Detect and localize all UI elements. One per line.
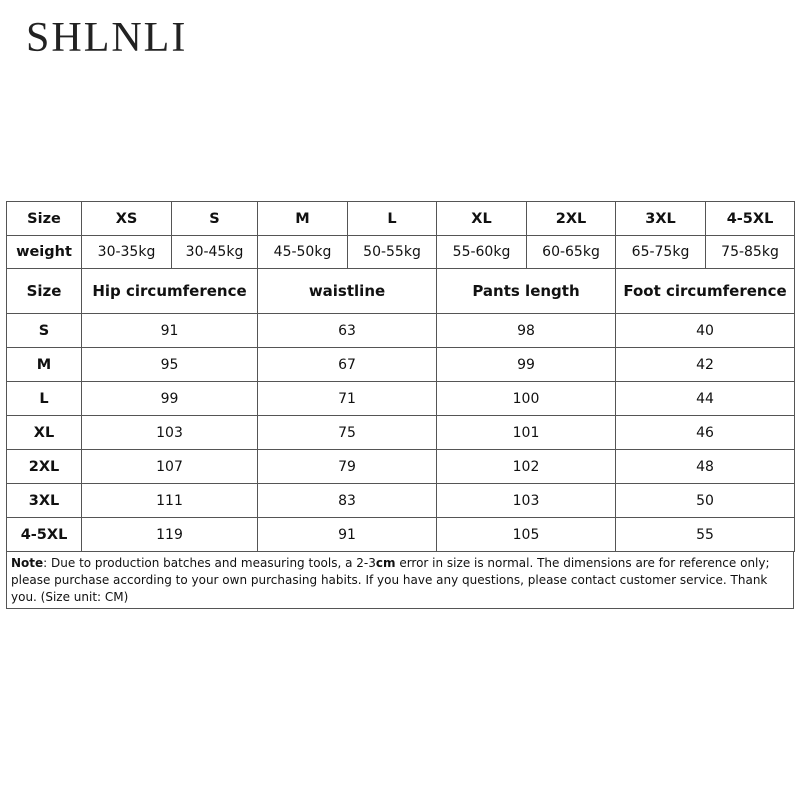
size-cell: XL	[437, 202, 527, 236]
length-value: 101	[437, 416, 616, 450]
waist-value: 71	[258, 382, 437, 416]
note-unit: cm	[375, 556, 396, 570]
weight-row	[7, 236, 795, 269]
weight-cell: 75-85kg	[706, 236, 795, 269]
size-cell: S	[172, 202, 258, 236]
table-row	[7, 314, 795, 348]
foot-value: 55	[616, 518, 795, 552]
header-size: Size	[7, 269, 82, 314]
measurement-table	[6, 269, 795, 552]
table-row	[7, 518, 795, 552]
foot-value: 46	[616, 416, 795, 450]
hip-value: 107	[82, 450, 258, 484]
note-text-2: error in size is normal. The dimensions are for reference only; please purchase according to your own purchasing habits. If you have any questions, please contact customer service. Thank you. (Size unit: CM)	[11, 556, 770, 604]
weight-cell: 45-50kg	[258, 236, 348, 269]
size-weight-table	[6, 201, 795, 269]
waist-value: 91	[258, 518, 437, 552]
weight-label-cell: weight	[7, 236, 82, 269]
size-cell: 3XL	[616, 202, 706, 236]
header-foot: Foot circumference	[616, 269, 795, 314]
weight-cell: 55-60kg	[437, 236, 527, 269]
waist-value: 75	[258, 416, 437, 450]
table-row	[7, 416, 795, 450]
row-size: 2XL	[7, 450, 82, 484]
weight-cell: 60-65kg	[527, 236, 616, 269]
length-value: 105	[437, 518, 616, 552]
note-label: Note	[11, 556, 44, 570]
waist-value: 79	[258, 450, 437, 484]
hip-value: 95	[82, 348, 258, 382]
weight-cell: 50-55kg	[348, 236, 437, 269]
hip-value: 103	[82, 416, 258, 450]
weight-cell: 30-45kg	[172, 236, 258, 269]
table-row	[7, 450, 795, 484]
length-value: 98	[437, 314, 616, 348]
hip-value: 91	[82, 314, 258, 348]
length-value: 99	[437, 348, 616, 382]
waist-value: 67	[258, 348, 437, 382]
row-size: S	[7, 314, 82, 348]
brand-logo-text: SHLNLI	[26, 15, 188, 61]
size-chart	[6, 201, 794, 609]
row-size: XL	[7, 416, 82, 450]
table-row	[7, 382, 795, 416]
size-cell: 2XL	[527, 202, 616, 236]
header-pants-length: Pants length	[437, 269, 616, 314]
size-note	[6, 552, 794, 609]
row-size: L	[7, 382, 82, 416]
weight-cell: 30-35kg	[82, 236, 172, 269]
foot-value: 48	[616, 450, 795, 484]
size-row	[7, 202, 795, 236]
waist-value: 83	[258, 484, 437, 518]
size-label-cell: Size	[7, 202, 82, 236]
table-row	[7, 484, 795, 518]
table-row	[7, 348, 795, 382]
hip-value: 111	[82, 484, 258, 518]
row-size: 4-5XL	[7, 518, 82, 552]
length-value: 103	[437, 484, 616, 518]
foot-value: 50	[616, 484, 795, 518]
weight-cell: 65-75kg	[616, 236, 706, 269]
header-hip: Hip circumference	[82, 269, 258, 314]
measurement-header-row	[7, 269, 795, 314]
foot-value: 40	[616, 314, 795, 348]
row-size: 3XL	[7, 484, 82, 518]
hip-value: 99	[82, 382, 258, 416]
waist-value: 63	[258, 314, 437, 348]
size-cell: L	[348, 202, 437, 236]
header-waist: waistline	[258, 269, 437, 314]
hip-value: 119	[82, 518, 258, 552]
note-text-1: : Due to production batches and measuring tools, a 2-3	[43, 556, 376, 570]
row-size: M	[7, 348, 82, 382]
size-cell: XS	[82, 202, 172, 236]
length-value: 102	[437, 450, 616, 484]
foot-value: 42	[616, 348, 795, 382]
size-cell: 4-5XL	[706, 202, 795, 236]
size-cell: M	[258, 202, 348, 236]
length-value: 100	[437, 382, 616, 416]
foot-value: 44	[616, 382, 795, 416]
